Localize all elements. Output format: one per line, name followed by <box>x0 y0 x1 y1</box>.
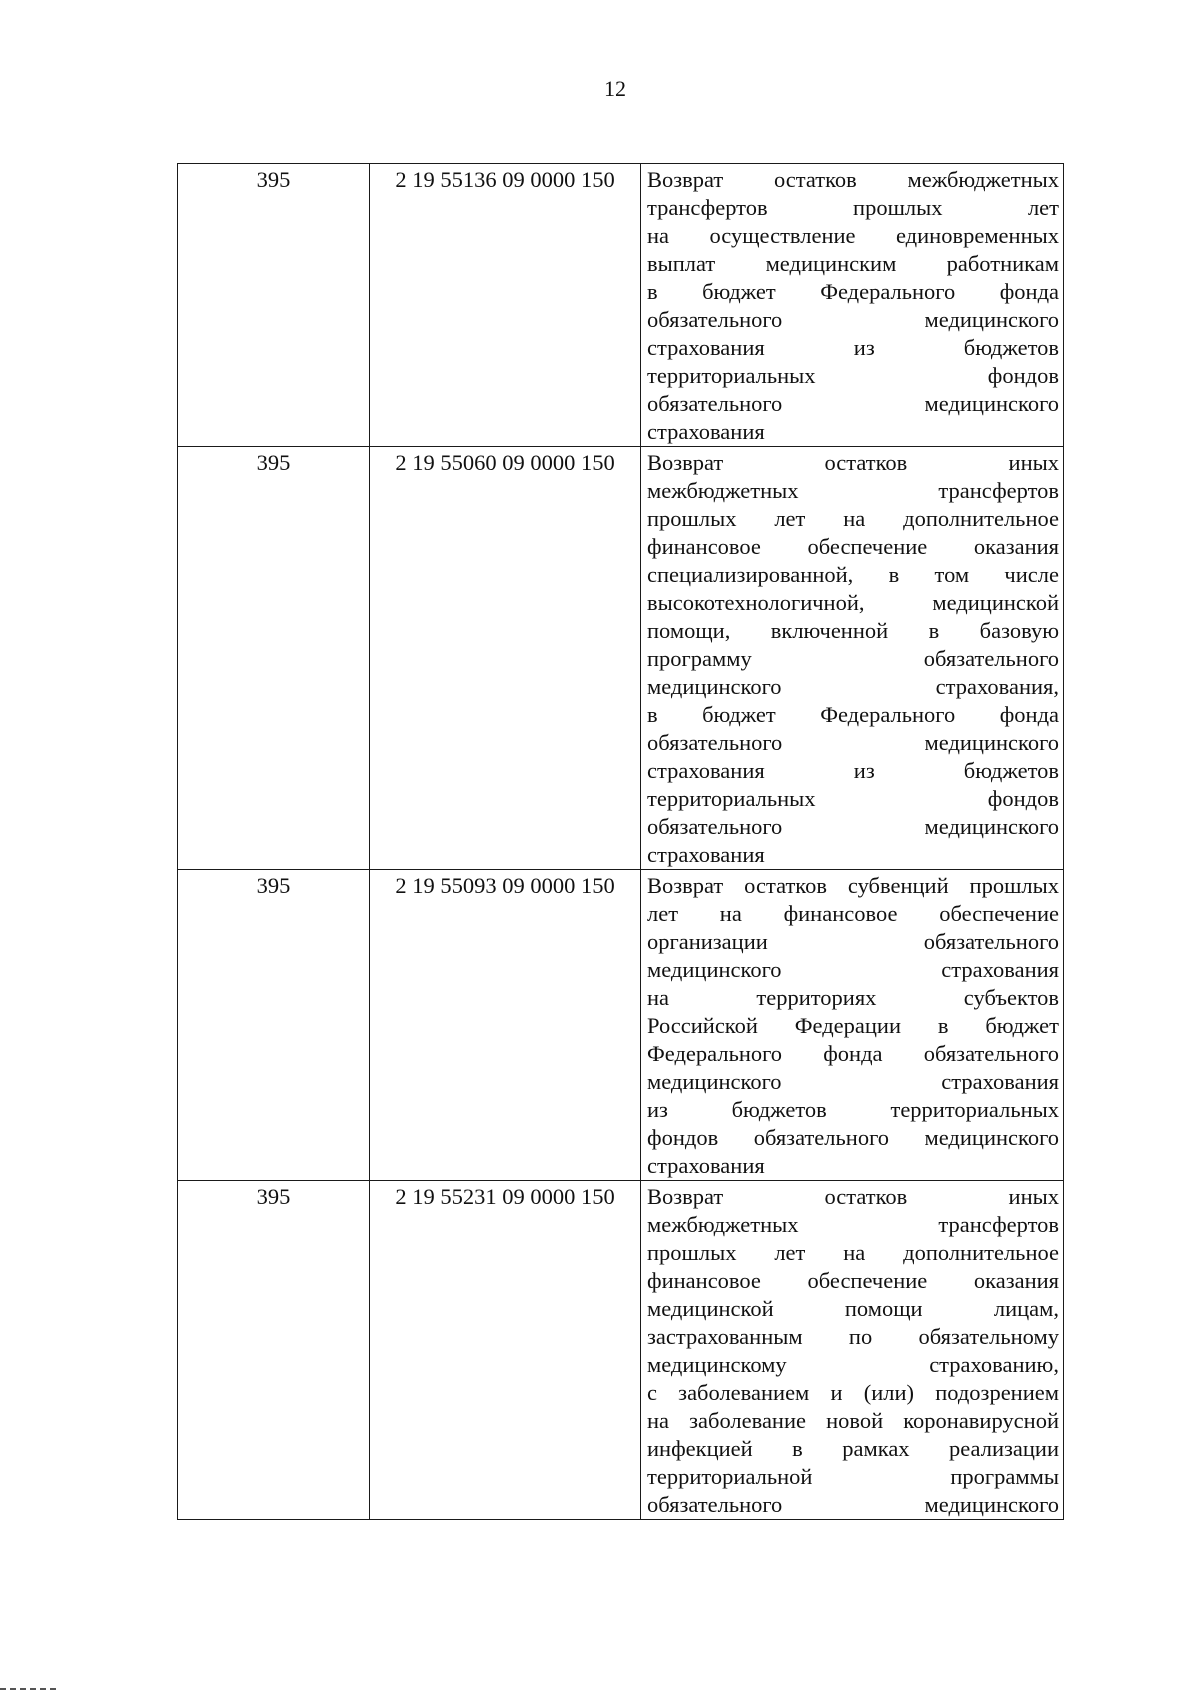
description-line: Возврат остатков субвенций прошлых <box>647 873 1059 898</box>
description-line: на территориях субъектов <box>647 985 1059 1010</box>
description-line: выплат медицинским работникам <box>647 251 1059 276</box>
description-line: обязательного медицинского <box>647 814 1059 839</box>
description-line: страхования из бюджетов <box>647 758 1059 783</box>
description-line: застрахованным по обязательному <box>647 1324 1059 1349</box>
description-line: территориальных фондов <box>647 363 1059 388</box>
admin-code-cell: 395 <box>178 164 370 447</box>
admin-code-cell: 395 <box>178 447 370 870</box>
table-row <box>178 870 1064 1181</box>
description-line: программу обязательного <box>647 646 1059 671</box>
table-body <box>178 164 1064 1520</box>
description-line: страхования <box>647 419 765 444</box>
description-line: Возврат остатков иных <box>647 450 1059 475</box>
description-line: помощи, включенной в базовую <box>647 618 1059 643</box>
description-line: на осуществление единовременных <box>647 223 1059 248</box>
description-line: на заболевание новой коронавирусной <box>647 1408 1059 1433</box>
description-line: медицинской помощи лицам, <box>647 1296 1059 1321</box>
description-line: с заболеванием и (или) подозрением <box>647 1380 1059 1405</box>
description-line: специализированной, в том числе <box>647 562 1059 587</box>
description-cell <box>641 447 1064 870</box>
description-line: обязательного медицинского <box>647 391 1059 416</box>
description-line: обязательного медицинского <box>647 730 1059 755</box>
description-line: Федерального фонда обязательного <box>647 1041 1059 1066</box>
admin-code-cell: 395 <box>178 1181 370 1520</box>
description-line: обязательного медицинского <box>647 307 1059 332</box>
description-cell <box>641 870 1064 1181</box>
description-line: из бюджетов территориальных <box>647 1097 1059 1122</box>
description-line: прошлых лет на дополнительное <box>647 1240 1059 1265</box>
table-row <box>178 447 1064 870</box>
description-line: Возврат остатков иных <box>647 1184 1059 1209</box>
description-line: инфекцией в рамках реализации <box>647 1436 1059 1461</box>
table-row <box>178 1181 1064 1520</box>
description-cell <box>641 164 1064 447</box>
budget-classification-code-cell: 2 19 55060 09 0000 150 <box>370 447 641 870</box>
description-line: медицинского страхования <box>647 1069 1059 1094</box>
description-line: трансфертов прошлых лет <box>647 195 1059 220</box>
table-row <box>178 164 1064 447</box>
description-line: высокотехнологичной, медицинской <box>647 590 1059 615</box>
description-line: страхования <box>647 1153 765 1178</box>
description-line: организации обязательного <box>647 929 1059 954</box>
description-line: лет на финансовое обеспечение <box>647 901 1059 926</box>
description-line: Российской Федерации в бюджет <box>647 1013 1059 1038</box>
budget-classification-code-cell: 2 19 55093 09 0000 150 <box>370 870 641 1181</box>
description-line: медицинского страхования, <box>647 674 1059 699</box>
description-line: финансовое обеспечение оказания <box>647 1268 1059 1293</box>
budget-classification-code-cell: 2 19 55231 09 0000 150 <box>370 1181 641 1520</box>
description-line: межбюджетных трансфертов <box>647 478 1059 503</box>
budget-classification-code-cell: 2 19 55136 09 0000 150 <box>370 164 641 447</box>
description-line: Возврат остатков межбюджетных <box>647 167 1059 192</box>
description-line: финансовое обеспечение оказания <box>647 534 1059 559</box>
description-line: межбюджетных трансфертов <box>647 1212 1059 1237</box>
description-line: страхования <box>647 842 765 867</box>
description-cell <box>641 1181 1064 1520</box>
description-line: в бюджет Федерального фонда <box>647 702 1059 727</box>
description-line: территориальной программы <box>647 1464 1059 1489</box>
description-line: медицинского страхования <box>647 957 1059 982</box>
description-line: фондов обязательного медицинского <box>647 1125 1059 1150</box>
scan-edge-mark <box>0 1688 56 1694</box>
admin-code-cell: 395 <box>178 870 370 1181</box>
description-line: территориальных фондов <box>647 786 1059 811</box>
description-line: прошлых лет на дополнительное <box>647 506 1059 531</box>
description-line: в бюджет Федерального фонда <box>647 279 1059 304</box>
description-line: страхования из бюджетов <box>647 335 1059 360</box>
description-line: обязательного медицинского <box>647 1492 1059 1517</box>
page-number: 12 <box>604 76 626 101</box>
budget-codes-table <box>177 163 1064 1520</box>
description-line: медицинскому страхованию, <box>647 1352 1059 1377</box>
